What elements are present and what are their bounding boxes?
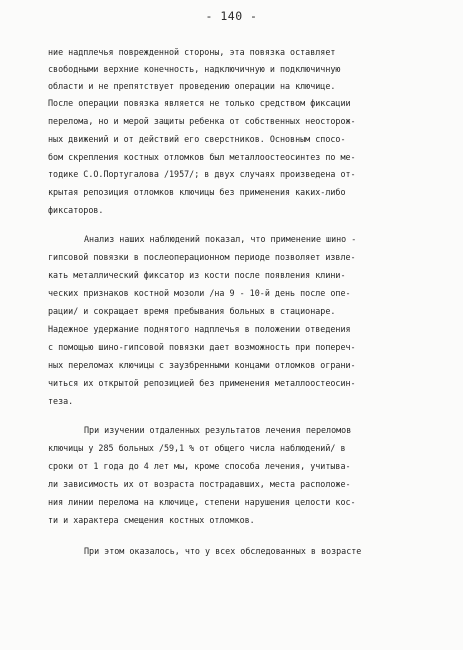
text-line: теза.	[48, 396, 74, 406]
text-line: бом скрепления костных отломков был металлоостеосинтез по ме-	[48, 152, 356, 162]
text-line: крытая репозиция отломков ключицы без применения каких-либо	[48, 187, 346, 197]
text-line: тодике С.О.Португалова /1957/; в двух случаях произведена от-	[48, 169, 356, 179]
text-line: ния линии перелома на ключице, степени нарушения целости кос-	[48, 497, 356, 507]
text-line: с помощью шино-гипсовой повязки дает возможность при попереч-	[48, 342, 356, 352]
text-line: гипсовой повязки в послеоперационном периоде позволяет извле-	[48, 252, 356, 262]
text-line: перелома, но и мерой защиты ребенка от собственных неосторож-	[48, 116, 356, 126]
text-line: кать металлический фиксатор из кости после появления клини-	[48, 270, 346, 280]
text-line: При изучении отдаленных результатов лечения переломов	[84, 425, 352, 435]
text-line: Надежное удержание поднятого надплечья в положении отведения	[48, 324, 351, 334]
text-line: Анализ наших наблюдений показал, что применение шино -	[84, 234, 357, 244]
text-line: сроки от 1 года до 4 лет мы, кроме способа лечения, учитыва-	[48, 461, 351, 471]
page-number: - 140 -	[205, 9, 258, 23]
text-line: ние надплечья поврежденной стороны, эта повязка оставляет	[48, 47, 336, 57]
text-line: После операции повязка является не только средством фиксации	[48, 98, 351, 108]
text-line: ческих признаков костной мозоли /на 9 - 10-й день после опе-	[48, 288, 351, 298]
text-line: ных движений и от действий его сверстников. Основным спосо-	[48, 134, 346, 144]
text-line: ключицы у 285 больных /59,1 % от общего числа наблюдений/ в	[48, 443, 346, 453]
text-line: ли зависимость их от возраста пострадавших, места расположе-	[48, 479, 351, 489]
text-line: рации/ и сокращает время пребывания больных в стационаре.	[48, 306, 336, 316]
text-line: области и не препятствует проведению операции на ключице.	[48, 81, 336, 91]
text-line: ных переломах ключицы с заузбренными концами отломков ограни-	[48, 360, 356, 370]
text-line: читься их открытой репозицией без применения металлоостеосин-	[48, 378, 356, 388]
text-line: ти и характера смещения костных отломков.	[48, 515, 255, 525]
text-line: свободными верхние конечность, надключичную и подключичную	[48, 64, 341, 74]
text-line: При этом оказалось, что у всех обследованных в возрасте	[84, 546, 362, 556]
text-line: фиксаторов.	[48, 205, 104, 215]
